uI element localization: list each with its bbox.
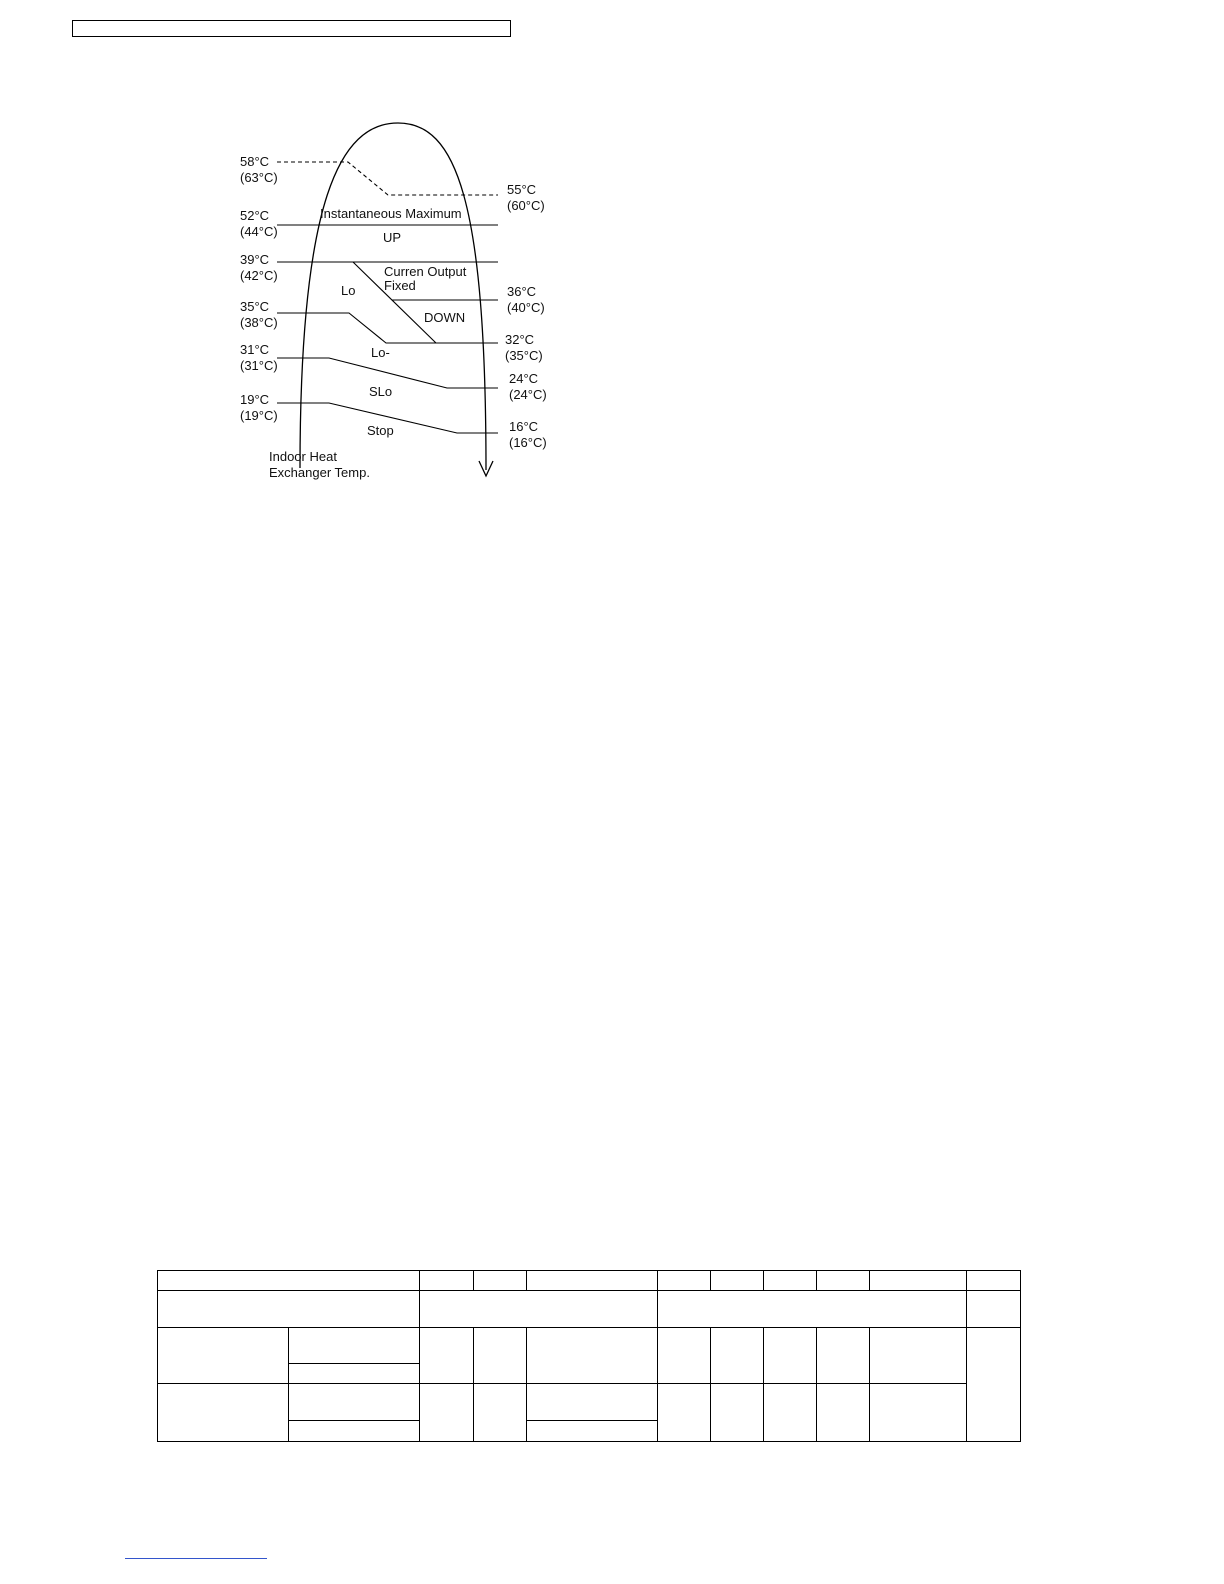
footer-link-line[interactable]	[125, 1558, 267, 1559]
zone-lo-minus: Lo-	[371, 345, 390, 360]
dashed-threshold-line	[277, 162, 498, 195]
zone-stop: Stop	[367, 423, 394, 438]
specification-table	[157, 1270, 1021, 1442]
zone-down: DOWN	[424, 310, 466, 325]
right-label-32: 32°C (35°C)	[505, 332, 543, 363]
left-label-31: 31°C (31°C)	[240, 342, 278, 373]
zone-lo: Lo	[341, 283, 356, 298]
heat-exchanger-diagram	[0, 0, 1224, 560]
table-row	[158, 1384, 1021, 1421]
left-label-35: 35°C (38°C)	[240, 299, 278, 330]
left-label-19: 19°C (19°C)	[240, 392, 278, 423]
zone-slo: SLo	[369, 384, 393, 399]
table-row	[158, 1328, 1021, 1364]
zone-current-output-fixed: Curren Output Fixed	[384, 264, 467, 293]
table-row	[158, 1291, 1021, 1328]
right-label-24: 24°C (24°C)	[509, 371, 547, 402]
left-label-58: 58°C (63°C)	[240, 154, 278, 185]
left-label-39: 39°C (42°C)	[240, 252, 278, 283]
zone-up: UP	[383, 230, 402, 245]
right-label-16: 16°C (16°C)	[509, 419, 547, 450]
axis-label: Indoor Heat Exchanger Temp.	[269, 449, 370, 480]
left-label-52: 52°C (44°C)	[240, 208, 278, 239]
table-row	[158, 1271, 1021, 1291]
right-label-55: 55°C (60°C)	[507, 182, 545, 213]
zone-instantaneous-maximum: Instantaneous Maximum	[320, 206, 462, 221]
right-label-36: 36°C (40°C)	[507, 284, 545, 315]
